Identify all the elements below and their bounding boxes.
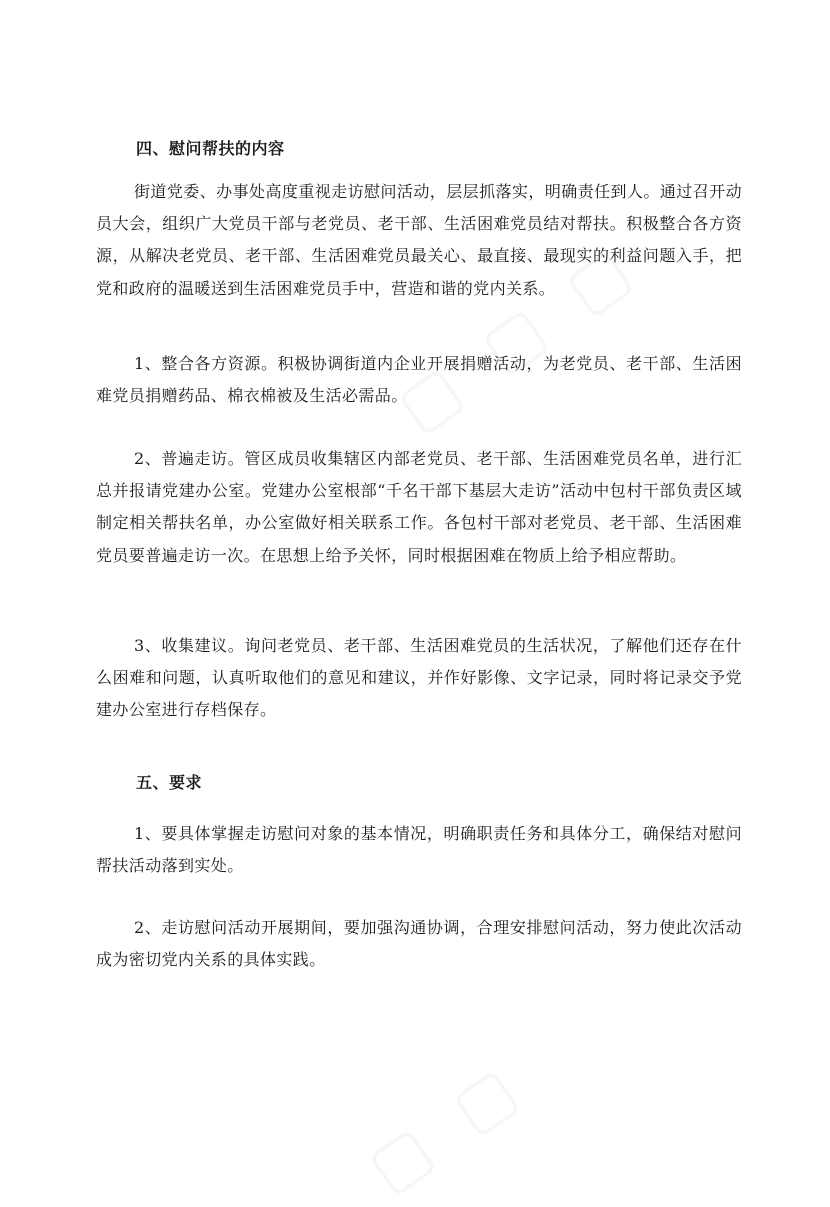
section-5-item-2: 2、走访慰问活动开展期间，要加强沟通协调，合理安排慰问活动，努力使此次活动成为密切党内关系的具体实践。 (96, 918, 742, 970)
section-5-heading: 五、要求 (136, 773, 203, 792)
section-4-item-1: 1、整合各方资源。积极协调街道内企业开展捐赠活动，为老党员、老干部、生活困难党员捐赠药品、棉衣棉被及生活必需品。 (96, 354, 742, 406)
section-4-item-3: 3、收集建议。询问老党员、老干部、生活困难党员的生活状况，了解他们还存在什么困难和问题，认真听取他们的意见和建议，并作好影像、文字记录，同时将记录交予党建办公室进行存档保存。 (96, 636, 742, 720)
section-4-heading: 四、慰问帮扶的内容 (136, 139, 285, 158)
section-4-item-2: 2、普遍走访。管区成员收集辖区内部老党员、老干部、生活困难党员名单，进行汇总并报请党建办公室。党建办公室根部“千名干部下基层大走访”活动中包村干部负责区域制定相关帮扶名单，办公室做好相关联系工作。各包村干部对老党员、老干部、生活困难党员要普遍走访一次。在思想上给予关怀，同时根据困难在物质上给予相应帮助。 (96, 449, 742, 565)
section-5-item-1: 1、要具体掌握走访慰问对象的基本情况，明确职责任务和具体分工，确保结对慰问帮扶活动落到实处。 (96, 824, 742, 876)
watermark (354, 1047, 538, 1207)
section-4-intro: 街道党委、办事处高度重视走访慰问活动，层层抓落实，明确责任到人。通过召开动员大会，组织广大党员干部与老党员、老干部、生活困难党员结对帮扶。积极整合各方资源，从解决老党员、老干部、生活困难党员最关心、最直接、最现实的利益问题入手，把党和政府的温暖送到生活困难党员手中，营造和谐的党内关系。 (96, 182, 742, 298)
